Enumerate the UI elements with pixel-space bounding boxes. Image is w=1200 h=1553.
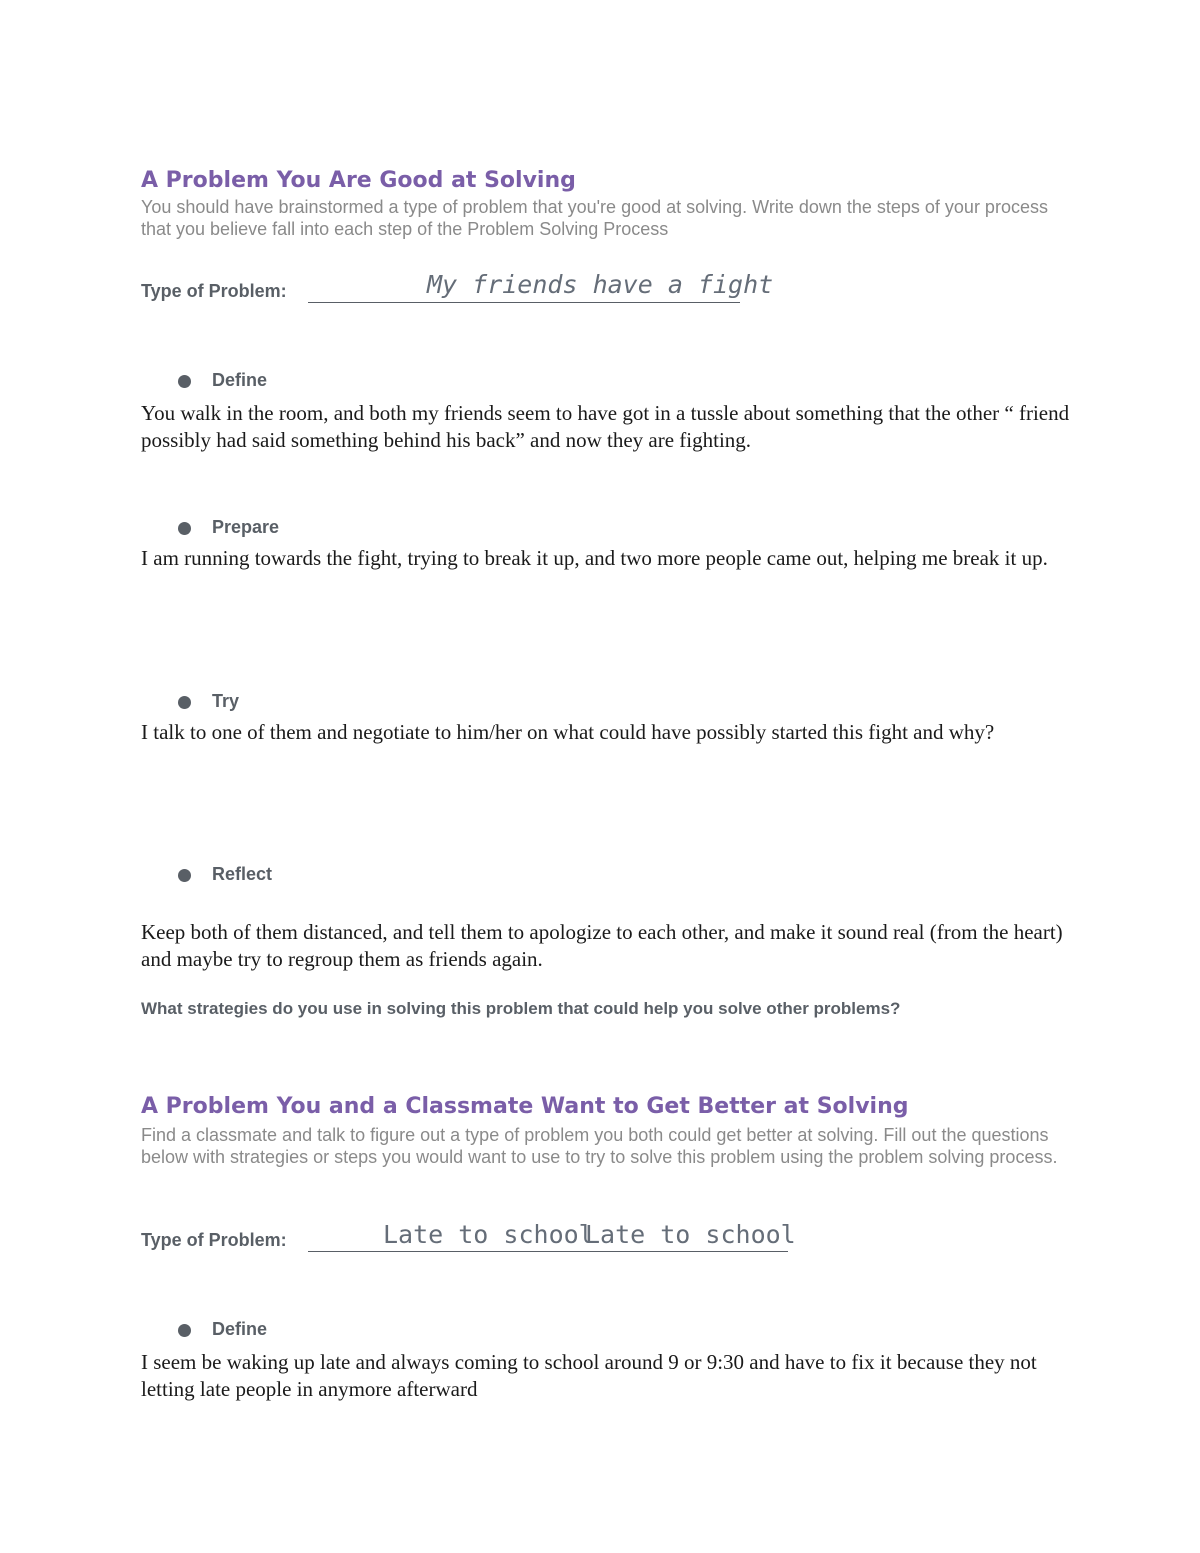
step-prepare-answer: I am running towards the fight, trying to break it up, and two more people came out, helping me break it up. bbox=[141, 546, 1048, 570]
step-reflect-answer: Keep both of them distanced, and tell them to apologize to each other, and make it sound real (from the heart) and maybe try to regroup them as friends again. bbox=[141, 920, 1063, 971]
section-1-intro: You should have brainstormed a type of problem that you're good at solving. Write down the steps of your process that you believe fall into each step of the Problem Solving Process bbox=[141, 197, 1048, 239]
step-define-label: Define bbox=[212, 1319, 268, 1339]
step-define-answer: You walk in the room, and both my friends seem to have got in a tussle about something that the other “ friend possibly had said something behind his back” and now they are fighting. bbox=[141, 401, 1070, 452]
step-prepare-label: Prepare bbox=[212, 517, 280, 537]
bullet-icon bbox=[178, 375, 191, 388]
step-try-label: Try bbox=[212, 691, 240, 711]
type-of-problem-label: Type of Problem: bbox=[141, 281, 287, 301]
step-reflect-label: Reflect bbox=[212, 864, 273, 884]
step-define-answer: I seem be waking up late and always coming to school around 9 or 9:30 and have to fix it because they not letting late people in anymore afterward bbox=[141, 1350, 1037, 1401]
section-1-heading: A Problem You Are Good at Solving bbox=[141, 168, 576, 193]
type-of-problem-value-1: Late to school bbox=[383, 1220, 594, 1249]
strategies-question: What strategies do you use in solving this problem that could help you solve other problems? bbox=[141, 999, 901, 1018]
type-of-problem-value-2: Late to school bbox=[585, 1220, 796, 1249]
bullet-icon bbox=[178, 696, 191, 709]
section-2-intro: Find a classmate and talk to figure out a type of problem you both could get better at solving. Fill out the questions below with strategies or steps you would want to use to try to solve this problem using the problem solving process. bbox=[141, 1125, 1058, 1167]
type-of-problem-value: My friends have a fight bbox=[427, 270, 774, 299]
bullet-icon bbox=[178, 522, 191, 535]
bullet-icon bbox=[178, 1324, 191, 1337]
step-try-answer: I talk to one of them and negotiate to him/her on what could have possibly started this fight and why? bbox=[141, 720, 995, 744]
step-define-label: Define bbox=[212, 370, 268, 390]
section-2-heading: A Problem You and a Classmate Want to Get Better at Solving bbox=[141, 1094, 909, 1119]
type-of-problem-label: Type of Problem: bbox=[141, 1230, 287, 1250]
bullet-icon bbox=[178, 869, 191, 882]
